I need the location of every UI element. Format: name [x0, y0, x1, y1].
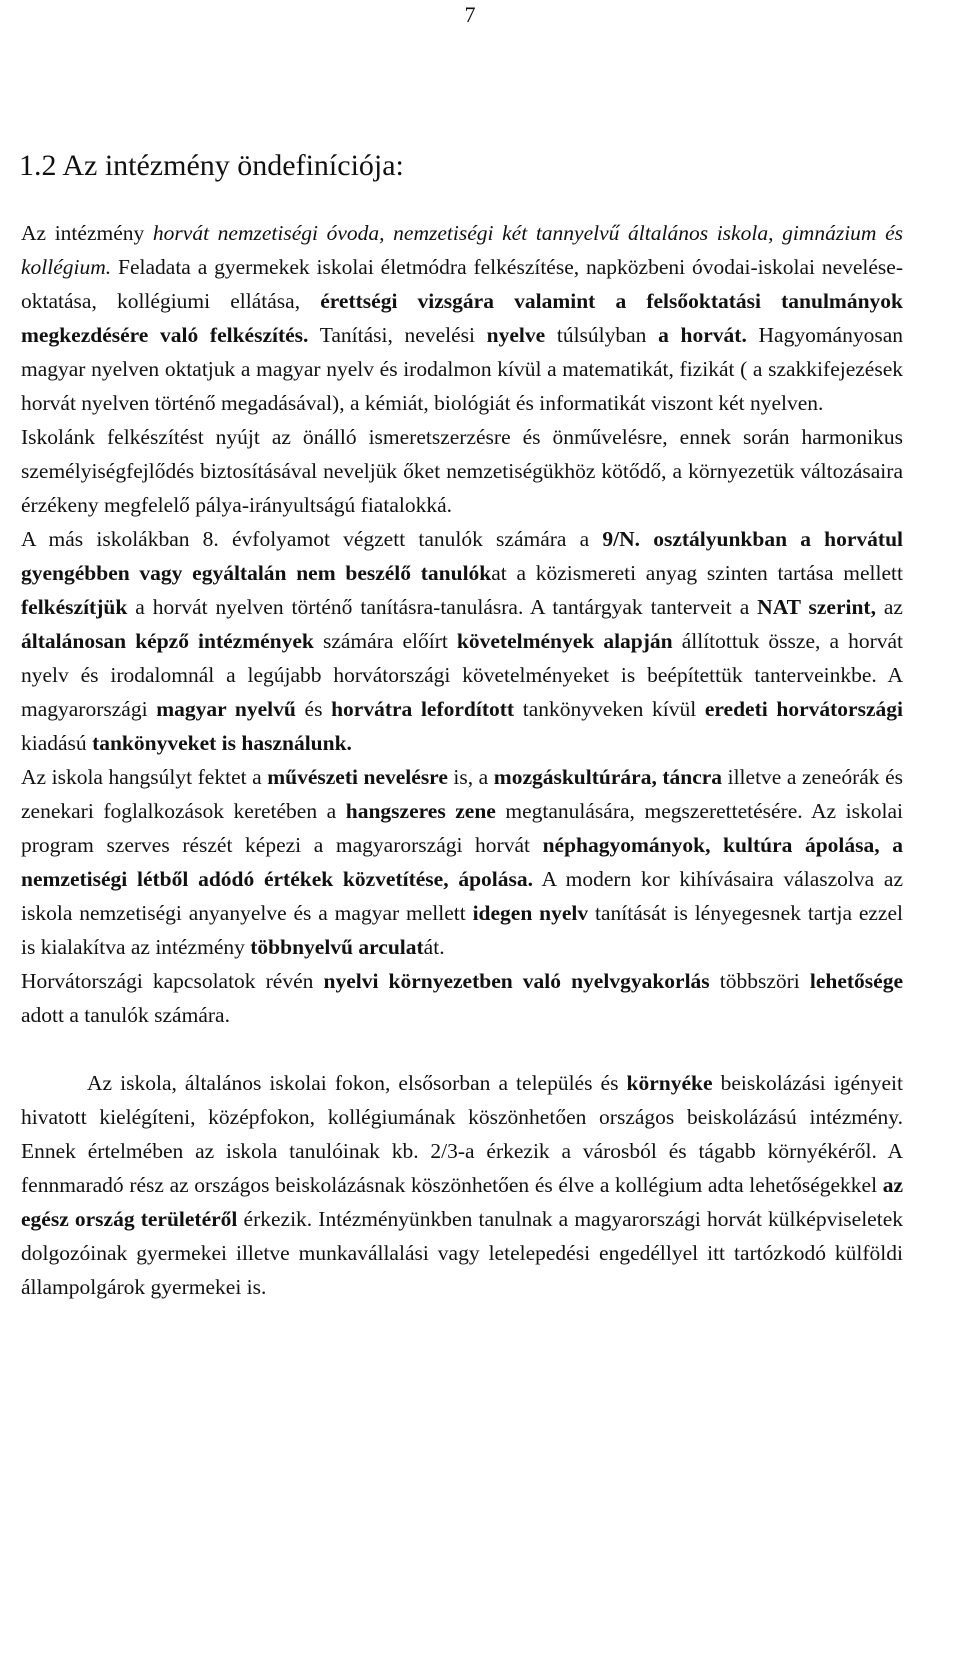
bold-text: követelmények alapján [456, 629, 673, 653]
bold-text: többnyelvű arculat [250, 935, 424, 959]
bold-text: tankönyveket is használunk. [92, 731, 352, 755]
text-run: Feladata a gyermekek iskolai életmódra felkészítése, napközbeni óvodai-iskolai nevelése-oktatása, kollégiumi ellátása, [21, 255, 903, 313]
bold-text: idegen nyelv [472, 901, 589, 925]
bold-text: az egész ország területéről [21, 1173, 903, 1231]
text-run: érkezik. Intézményünkben tanulnak a magyarországi horvát külképviseletek dolgozóinak gyermekei illetve munkavállalási vagy letelepedési engedéllyel itt tartózkodó külföldi állampolgárok gyermekei is. [21, 1207, 903, 1299]
italic-text: horvát nemzetiségi óvoda, nemzetiségi két tannyelvű általános iskola, gimnázium és kollégium. [21, 221, 903, 279]
text-run: Tanítási, nevelési [308, 323, 487, 347]
text-run: Iskolánk felkészítést nyújt az önálló ismeretszerzésre és önművelésre, ennek során harmonikus személyiségfejlődés biztosításával neveljük őket nemzetiségükhöz kötődő, a környezetük változásaira érzékeny megfelelő pálya-irányultságú fiatalokká. [21, 425, 903, 517]
bold-text: általánosan képző intézmények [21, 629, 314, 653]
bold-text: nyelvi környezetben való nyelvgyakorlás [323, 969, 710, 993]
text-run: többszöri [709, 969, 810, 993]
text-run: át. [423, 935, 445, 959]
text-run: Az intézmény [21, 221, 153, 245]
paragraph-p3 [21, 522, 903, 760]
paragraph-p2 [21, 420, 903, 522]
text-run: megtanulására, megszerettetésére. Az iskolai program szerves részét képezi a magyarországi horvát [21, 799, 903, 857]
text-run: és [295, 697, 332, 721]
bold-text: mozgáskultúrára, táncra [493, 765, 723, 789]
text-run: túlsúlyban [545, 323, 659, 347]
bold-text: felkészítjük [21, 595, 128, 619]
paragraph-p5 [21, 964, 903, 1032]
text-run: kiadású [21, 731, 93, 755]
text-run: adott a tanulók számára. [21, 1003, 230, 1027]
text-run: at a közismereti anyag szinten tartása mellett [491, 561, 903, 585]
bold-text: érettségi vizsgára valamint a felsőoktatási tanulmányok megkezdésére való felkészítés. [21, 289, 904, 347]
text-run: tankönyveken kívül [514, 697, 705, 721]
text-run: Az iskola hangsúlyt fektet a [21, 765, 268, 789]
paragraph-p6 [21, 1066, 903, 1304]
text-run: tanítását is lényegesnek tartja ezzel is kialakítva az intézmény [21, 901, 903, 959]
text-run: illetve a zeneórák és zenekari foglalkozások keretében a [21, 765, 903, 823]
text-run: beiskolázási igényeit hivatott kielégíteni, középfokon, kollégiumának köszönhetően országos beiskolázású intézmény. Ennek értelmében az iskola tanulóinak kb. 2/3-a érkezik a városból és tágabb környékéről. A fennmaradó rész az országos beiskolázásnak köszönhetően és élve a kollégium adta lehetőségekkel [21, 1071, 903, 1197]
bold-text: a horvát. [658, 323, 747, 347]
bold-text: művészeti nevelésre [267, 765, 448, 789]
text-run: az [875, 595, 903, 619]
page-number: 7 [464, 2, 476, 27]
bold-text: 9/N. osztályunkban a horvátul gyengébben vagy egyáltalán nem beszélő tanulók [21, 527, 903, 585]
document-body [21, 216, 903, 1304]
text-run: A más iskolákban 8. évfolyamot végzett tanulók számára a [21, 527, 603, 551]
paragraph-p1 [21, 216, 903, 420]
bold-text: NAT szerint, [757, 595, 876, 619]
section-heading: 1.2 Az intézmény öndefiníciója: [19, 149, 404, 182]
paragraph-p4 [21, 760, 903, 964]
text-run: állítottuk össze, a horvát nyelv és irodalomnál a legújabb horvátországi követelményeket is beépítettük tanterveinkbe. A magyarországi [21, 629, 903, 721]
text-run: a horvát nyelven történő tanításra-tanulásra. A tantárgyak tanterveit a [127, 595, 758, 619]
bold-text: néphagyományok, kultúra ápolása, a nemzetiségi létből adódó értékek közvetítése, ápolása. [21, 833, 903, 891]
bold-text: horvátra lefordított [331, 697, 515, 721]
bold-text: magyar nyelvű [156, 697, 296, 721]
text-run: Hagyományosan magyar nyelven oktatjuk a magyar nyelv és irodalmon kívül a matematikát, fizikát ( a szakkifejezések horvát nyelven történő megadásával), a kémiát, biológiát és informatikát viszont két nyelven. [21, 323, 903, 415]
bold-text: lehetősége [809, 969, 903, 993]
text-run: is, a [447, 765, 494, 789]
paragraph-gap [21, 1032, 903, 1066]
text-run: Horvátországi kapcsolatok révén [21, 969, 324, 993]
text-run: Az iskola, általános iskolai fokon, elsősorban a település és [87, 1071, 627, 1095]
bold-text: hangszeres zene [345, 799, 496, 823]
text-run: A modern kor kihívásaira válaszolva az iskola nemzetiségi anyanyelve és a magyar mellett [21, 867, 903, 925]
bold-text: nyelve [486, 323, 546, 347]
bold-text: eredeti horvátországi [704, 697, 903, 721]
bold-text: környéke [626, 1071, 713, 1095]
text-run: számára előírt [313, 629, 457, 653]
